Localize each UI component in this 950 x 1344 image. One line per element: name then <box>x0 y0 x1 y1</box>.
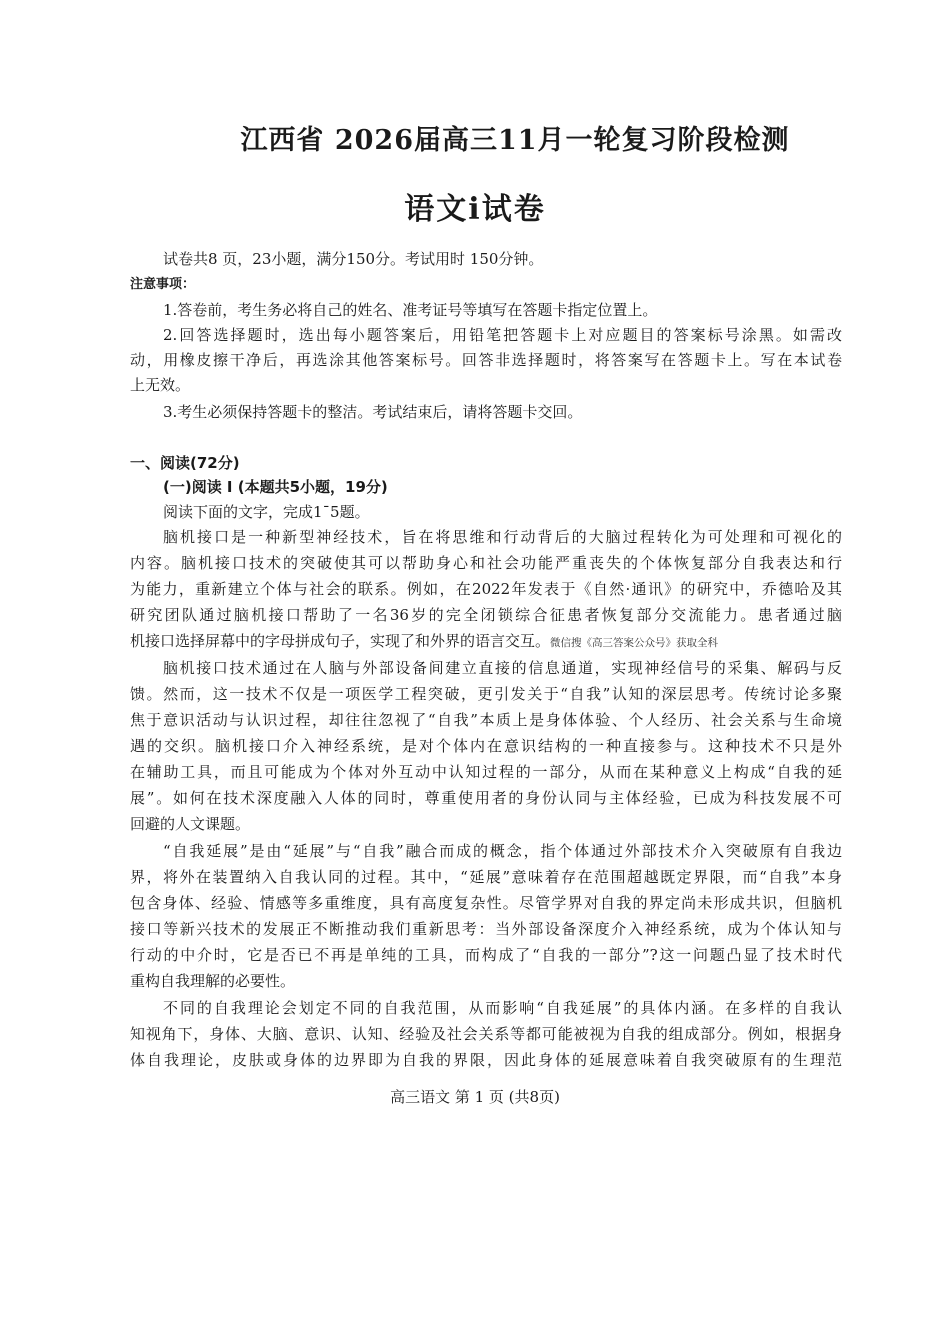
paragraph-1-line: 脑机接口是一种新型神经技术，旨在将思维和行动背后的大脑过程转化为可处理和可视化的 <box>163 528 842 546</box>
note-item-2-line-1: 2.回答选择题时，选出每小题答案后，用铅笔把答题卡上对应题目的答案标号涂黑。如需改 <box>163 326 842 344</box>
paragraph-3-line: 行动的中介时，它是否已不再是单纯的工具，而构成了“自我的一部分”?这一问题凸显了技术时代 <box>130 946 842 964</box>
note-item-2-line-3: 上无效。 <box>130 376 191 394</box>
paragraph-4-line: 体自我理论，皮肤或身体的边界即为自我的界限，因此身体的延展意味着自我突破原有的生理范 <box>130 1051 842 1069</box>
paragraph-2-line: 脑机接口技术通过在人脑与外部设备间建立直接的信息通道，实现神经信号的采集、解码与反 <box>163 659 842 677</box>
paragraph-4-line: 知视角下，身体、大脑、意识、认知、经验及社会关系等都可能被视为自我的组成部分。例如，根据身 <box>130 1025 842 1043</box>
paragraph-4-line: 不同的自我理论会划定不同的自我范围，从而影响“自我延展”的具体内涵。在多样的自我认 <box>163 999 842 1017</box>
paragraph-3-line: 接口等新兴技术的发展正不断推动我们重新思考：当外部设备深度介入神经系统，成为个体认知与 <box>130 920 842 938</box>
exam-subtitle: 语文i试卷 <box>404 192 546 227</box>
paragraph-3-line: 重构自我理解的必要性。 <box>130 972 296 990</box>
watermark-text: 微信搜《高三答案公众号》获取全科 <box>550 637 719 649</box>
paragraph-1-line <box>130 628 842 656</box>
paragraph-2-line: 展”。如何在技术深度融入人体的同时，尊重使用者的身份认同与主体经验，已成为科技发展不可 <box>130 789 842 807</box>
paragraph-2-line: 遇的交织。脑机接口介入神经系统，是对个体内在意识结构的一种直接参与。这种技术不只是外 <box>130 737 842 755</box>
subsection-heading: (一)阅读 I (本题共5小题，19分) <box>163 478 388 496</box>
intro-text: 试卷共8 页，23小题，满分150分。考试用时 150分钟。 <box>163 250 544 268</box>
paragraph-3-line: 包含身体、经验、情感等多重维度，具有高度复杂性。尽管学界对自我的界定尚未形成共识，但脑机 <box>130 894 842 912</box>
note-item-3: 3.考生必须保持答题卡的整洁。考试结束后，请将答题卡交回。 <box>163 403 583 421</box>
paragraph-2-line: 馈。然而，这一技术不仅是一项医学工程突破，更引发关于“自我”认知的深层思考。传统讨论多聚 <box>130 685 842 703</box>
paragraph-2-line: 在辅助工具，而且可能成为个体对外互动中认知过程的一部分，从而在某种意义上构成“自我的延 <box>130 763 842 781</box>
page-footer: 高三语文 第 1 页 (共8页) <box>390 1088 560 1106</box>
section-heading: 一、阅读(72分) <box>130 454 240 472</box>
paragraph-1-line: 为能力，重新建立个体与社会的联系。例如，在2022年发表于《自然·通讯》的研究中，乔德哈及其 <box>130 580 842 598</box>
note-item-2-line-2: 动，用橡皮擦干净后，再选涂其他答案标号。回答非选择题时，将答案写在答题卡上。写在本试卷 <box>130 351 842 369</box>
paragraph-1-line: 研究团队通过脑机接口帮助了一名36岁的完全闭锁综合征患者恢复部分交流能力。患者通过脑 <box>130 606 842 624</box>
paragraph-3-line: “自我延展”是由“延展”与“自我”融合而成的概念，指个体通过外部技术介入突破原有自我边 <box>163 842 842 860</box>
notes-heading: 注意事项： <box>130 277 196 292</box>
paragraph-2-line: 焦于意识活动与认识过程，却往往忽视了“自我”本质上是身体体验、个人经历、社会关系与生命境 <box>130 711 842 729</box>
paragraph-1-last-text: 机接口选择屏幕中的字母拼成句子，实现了和外界的语言交互。 <box>130 632 551 650</box>
paragraph-1-line: 内容。脑机接口技术的突破使其可以帮助身心和社会功能严重丧失的个体恢复部分自我表达和行 <box>130 554 842 572</box>
reading-instruction: 阅读下面的文字，完成1¯5题。 <box>163 503 370 521</box>
exam-title: 江西省 2026届高三11月一轮复习阶段检测 <box>240 125 790 156</box>
note-item-1: 1.答卷前，考生务必将自己的姓名、准考证号等填写在答题卡指定位置上。 <box>163 301 658 319</box>
paragraph-2-line: 回避的人文课题。 <box>130 815 251 833</box>
paragraph-3-line: 界，将外在装置纳入自我认同的过程。其中，“延展”意味着存在范围超越既定界限，而“自我”本身 <box>130 868 842 886</box>
